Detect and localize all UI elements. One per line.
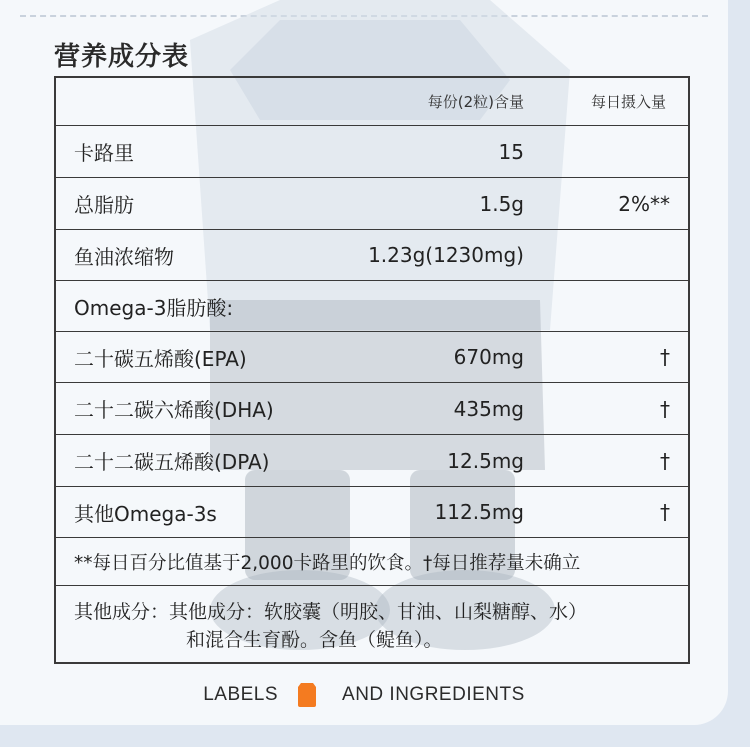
other-ingredients-line1: 其他成分：其他成分：软胶囊（明胶、甘油、山梨糖醇、水）: [74, 601, 588, 623]
row-daily: †: [660, 448, 670, 473]
row-name: 卡路里: [74, 141, 134, 165]
row-amount: 1.23g(1230mg): [368, 243, 524, 267]
header-daily: 每日摄入量: [590, 93, 666, 111]
row-amount: 670mg: [453, 345, 524, 369]
table-row: [56, 230, 688, 281]
nutrition-table: [54, 76, 690, 664]
row-amount: 12.5mg: [447, 448, 524, 473]
row-name: 总脂肪: [74, 193, 134, 217]
row-amount: 15: [498, 139, 524, 164]
row-amount: 112.5mg: [434, 500, 524, 524]
row-amount: 1.5g: [479, 191, 524, 216]
table-row: [56, 178, 688, 230]
bottom-label-right: AND INGREDIENTS: [342, 684, 525, 705]
table-row: [56, 383, 688, 435]
row-daily: †: [660, 396, 670, 421]
header-per-serving: 每份(2粒)含量: [427, 93, 524, 111]
other-ingredients-row: [56, 586, 688, 662]
bottom-label-left: LABELS: [203, 684, 279, 705]
row-name: Omega-3脂肪酸:: [74, 295, 234, 320]
row-name: 二十二碳五烯酸(DPA): [74, 450, 270, 474]
row-daily: 2%**: [618, 191, 670, 216]
other-ingredients-line2: 和混合生育酚。含鱼（鳀鱼）。: [186, 629, 443, 651]
row-name: 二十碳五烯酸(EPA): [74, 346, 247, 371]
bottom-label-bar: [0, 683, 728, 707]
row-amount: 435mg: [453, 396, 524, 421]
row-name: 其他Omega-3s: [74, 501, 217, 526]
table-row: [56, 487, 688, 538]
row-name: 鱼油浓缩物: [74, 244, 174, 269]
row-daily: †: [660, 500, 670, 524]
table-row: [56, 435, 688, 487]
table-header-row: [56, 78, 688, 126]
tag-icon: [298, 683, 316, 707]
row-daily: †: [660, 345, 670, 369]
footnote-text: **每日百分比值基于2,000卡路里的饮食。†每日推荐量未确立: [74, 552, 581, 574]
table-row: [56, 281, 688, 332]
other-ingredients-text: [74, 598, 674, 654]
table-row: [56, 126, 688, 178]
footnote-row: [56, 538, 688, 586]
page-title: 营养成分表: [54, 42, 190, 72]
row-name: 二十二碳六烯酸(DHA): [74, 398, 274, 422]
table-row: [56, 332, 688, 383]
